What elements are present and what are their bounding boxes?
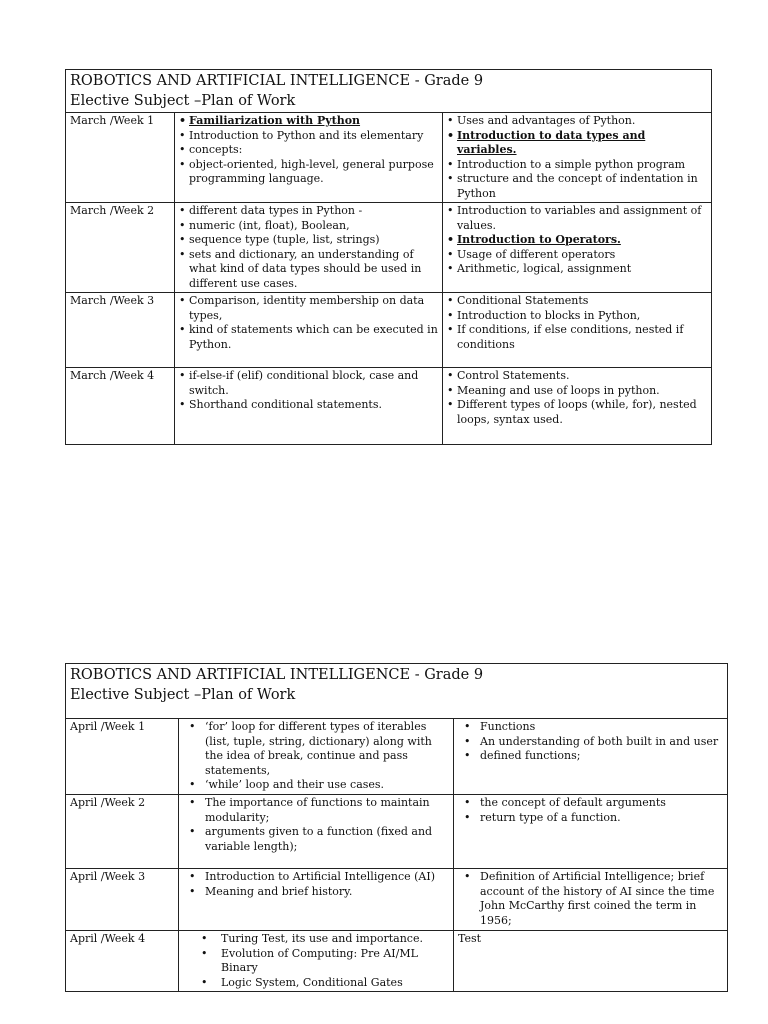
topics-cell bbox=[443, 293, 712, 368]
topics-cell bbox=[454, 719, 728, 795]
list-item: • If conditions, if else conditions, nested if conditions bbox=[447, 323, 707, 352]
table-row bbox=[66, 931, 728, 992]
list-item: • return type of a function. bbox=[458, 811, 723, 826]
list-item: • Shorthand conditional statements. bbox=[179, 398, 438, 413]
topics-cell bbox=[443, 113, 712, 203]
week-cell: March /Week 3 bbox=[66, 293, 175, 368]
list-item: • Meaning and use of loops in python. bbox=[447, 384, 707, 399]
topics-cell bbox=[443, 368, 712, 445]
topics-cell bbox=[179, 795, 454, 869]
list-item: • Evolution of Computing: Pre AI/ML Binary bbox=[183, 947, 449, 976]
list-item: • Introduction to a simple python program bbox=[447, 158, 707, 173]
list-item: • Familiarization with Python bbox=[179, 114, 438, 129]
topics-cell bbox=[443, 203, 712, 293]
list-item: • sequence type (tuple, list, strings) bbox=[179, 233, 438, 248]
list-item: • Introduction to Python and its elementary bbox=[179, 129, 438, 144]
table-row bbox=[66, 203, 712, 293]
table-row bbox=[66, 368, 712, 445]
list-item: • ‘for’ loop for different types of iterables (list, tuple, string, dictionary) along with the idea of break, continue and pass statements, bbox=[183, 720, 449, 778]
list-item: • object-oriented, high-level, general purpose programming language. bbox=[179, 158, 438, 187]
week-cell: March /Week 1 bbox=[66, 113, 175, 203]
table-title bbox=[66, 664, 728, 719]
topics-cell bbox=[175, 293, 443, 368]
list-item: • Functions bbox=[458, 720, 723, 735]
topics-cell bbox=[175, 368, 443, 445]
list-item: • Meaning and brief history. bbox=[183, 885, 449, 900]
week-cell: April /Week 3 bbox=[66, 869, 179, 931]
list-item: • Definition of Artificial Intelligence; brief account of the history of AI since the time John McCarthy first coined the term in 1956; bbox=[458, 870, 723, 928]
list-item: • Conditional Statements bbox=[447, 294, 707, 309]
table-title bbox=[66, 70, 712, 113]
topics-cell bbox=[179, 869, 454, 931]
list-item: • defined functions; bbox=[458, 749, 723, 764]
list-item: • Control Statements. bbox=[447, 369, 707, 384]
table-row bbox=[66, 795, 728, 869]
list-item: • Logic System, Conditional Gates bbox=[183, 976, 449, 991]
list-item: • structure and the concept of indentation in Python bbox=[447, 172, 707, 201]
list-item: • An understanding of both built in and user bbox=[458, 735, 723, 750]
table-row bbox=[66, 869, 728, 931]
week-cell: April /Week 1 bbox=[66, 719, 179, 795]
list-item: • ‘while’ loop and their use cases. bbox=[183, 778, 449, 793]
list-item: • Different types of loops (while, for), nested loops, syntax used. bbox=[447, 398, 707, 427]
list-item: • numeric (int, float), Boolean, bbox=[179, 219, 438, 234]
list-item: • if-else-if (elif) conditional block, case and switch. bbox=[179, 369, 438, 398]
plan-table-march bbox=[65, 69, 712, 445]
list-item: • arguments given to a function (fixed and variable length); bbox=[183, 825, 449, 854]
list-item: • Arithmetic, logical, assignment bbox=[447, 262, 707, 277]
list-item: • kind of statements which can be executed in Python. bbox=[179, 323, 438, 352]
topics-cell bbox=[175, 203, 443, 293]
topics-cell: Test bbox=[454, 931, 728, 992]
list-item: • The importance of functions to maintain modularity; bbox=[183, 796, 449, 825]
list-item: • Introduction to Artificial Intelligence (AI) bbox=[183, 870, 449, 885]
list-item: • different data types in Python - bbox=[179, 204, 438, 219]
topics-cell bbox=[179, 719, 454, 795]
list-item: • concepts: bbox=[179, 143, 438, 158]
list-item: • Uses and advantages of Python. bbox=[447, 114, 707, 129]
week-cell: April /Week 4 bbox=[66, 931, 179, 992]
week-cell: March /Week 2 bbox=[66, 203, 175, 293]
list-item: • the concept of default arguments bbox=[458, 796, 723, 811]
topics-cell bbox=[179, 931, 454, 992]
topics-cell bbox=[454, 795, 728, 869]
week-cell: March /Week 4 bbox=[66, 368, 175, 445]
title-line-1: ROBOTICS AND ARTIFICIAL INTELLIGENCE - Grade 9 bbox=[70, 667, 484, 683]
week-cell: April /Week 2 bbox=[66, 795, 179, 869]
table-row bbox=[66, 113, 712, 203]
list-item: • Comparison, identity membership on data types, bbox=[179, 294, 438, 323]
plan-table-april bbox=[65, 663, 728, 992]
list-item: • Usage of different operators bbox=[447, 248, 707, 263]
list-item: • Introduction to variables and assignment of values. bbox=[447, 204, 707, 233]
list-item: • Introduction to blocks in Python, bbox=[447, 309, 707, 324]
list-item: • Turing Test, its use and importance. bbox=[183, 932, 449, 947]
title-line-2: Elective Subject –Plan of Work bbox=[70, 687, 296, 703]
topics-cell bbox=[454, 869, 728, 931]
table-row bbox=[66, 719, 728, 795]
table-row bbox=[66, 293, 712, 368]
topics-cell bbox=[175, 113, 443, 203]
list-item: • sets and dictionary, an understanding of what kind of data types should be used in different use cases. bbox=[179, 248, 438, 292]
list-item: • Introduction to Operators. bbox=[447, 233, 707, 248]
list-item: • Introduction to data types and variables. bbox=[447, 129, 707, 158]
title-line-2: Elective Subject –Plan of Work bbox=[70, 93, 296, 109]
title-line-1: ROBOTICS AND ARTIFICIAL INTELLIGENCE - Grade 9 bbox=[70, 73, 484, 89]
